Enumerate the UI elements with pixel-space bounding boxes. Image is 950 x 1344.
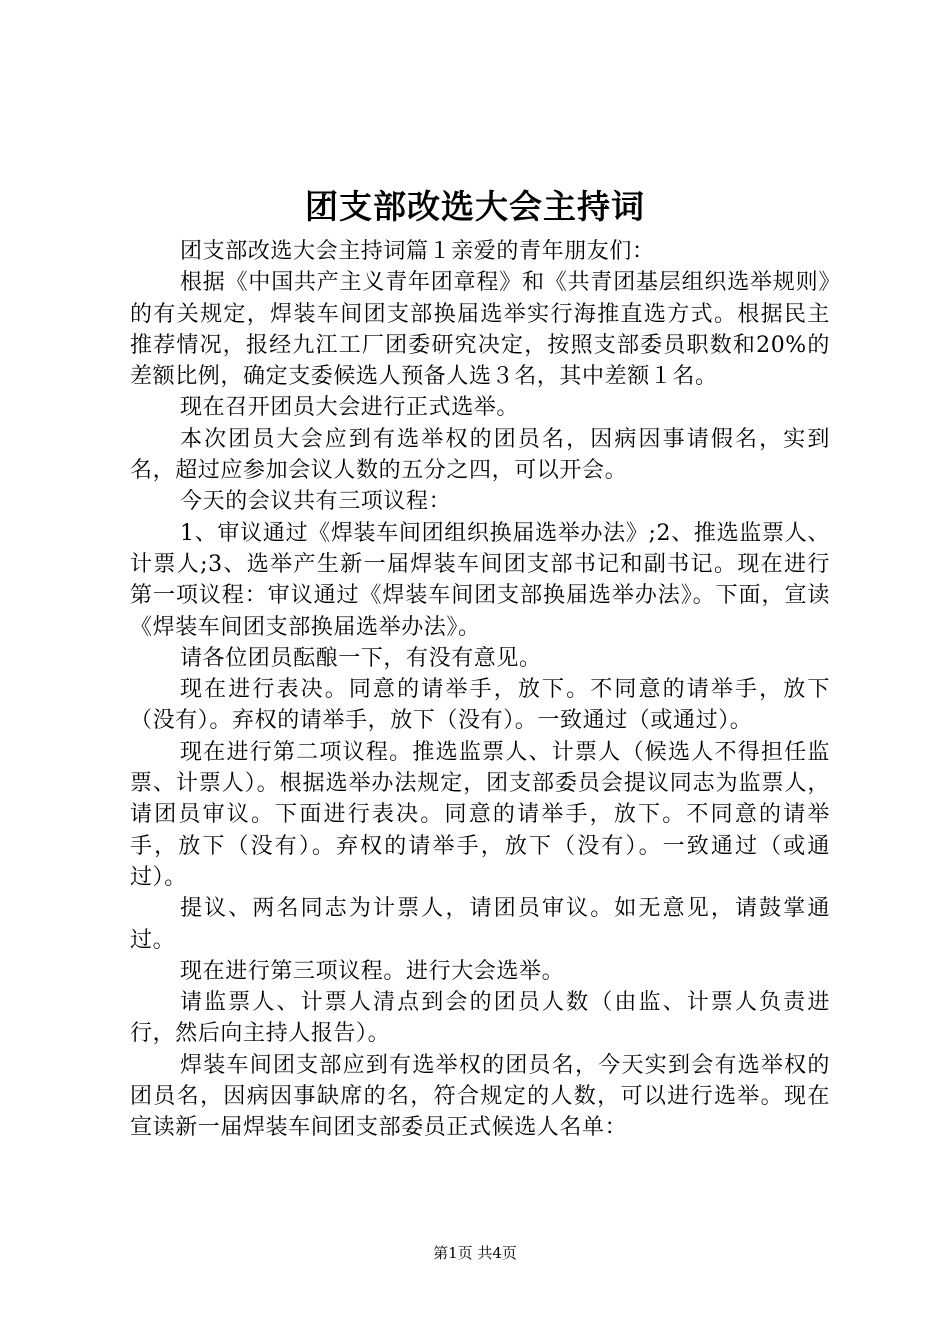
paragraph: 1、审议通过《焊装车间团组织换届选举办法》;2、推选监票人、计票人;3、选举产生新一届焊装车间团支部书记和副书记。现在进行第一项议程：审议通过《焊装车间团支部换届选举办法》。下面，宣读《焊装车间团支部换届选举办法》。 xyxy=(130,520,830,640)
paragraph: 现在进行第二项议程。推选监票人、计票人（候选人不得担任监票、计票人）。根据选举办法规定，团支部委员会提议同志为监票人，请团员审议。下面进行表决。同意的请举手，放下。不同意的请举手，放下（没有）。弃权的请举手，放下（没有）。一致通过（或通过）。 xyxy=(130,739,830,890)
paragraph: 请各位团员酝酿一下，有没有意见。 xyxy=(180,645,542,671)
paragraph: 提议、两名同志为计票人，请团员审议。如无意见，请鼓掌通过。 xyxy=(130,896,830,953)
paragraph: 现在召开团员大会进行正式选举。 xyxy=(180,395,520,421)
paragraph: 本次团员大会应到有选举权的团员名，因病因事请假名，实到名，超过应参加会议人数的五分之四，可以开会。 xyxy=(130,426,830,484)
paragraph: 今天的会议共有三项议程： xyxy=(180,489,452,515)
paragraph: 现在进行第三项议程。进行大会选举。 xyxy=(180,958,565,984)
paragraph: 根据《中国共产主义青年团章程》和《共青团基层组织选举规则》的有关规定，焊装车间团支部换届选举实行海推直选方式。根据民主推荐情况，报经九江工厂团委研究决定，按照支部委员职数和20%的差额比例，确定支委候选人预备人选３名，其中差额１名。 xyxy=(130,270,830,390)
page-number-footer: 第1页 共4页 xyxy=(433,1244,517,1262)
document-body xyxy=(130,236,830,1144)
paragraph: 请监票人、计票人清点到会的团员人数（由监、计票人负责进行，然后向主持人报告）。 xyxy=(130,990,830,1047)
paragraph: 现在进行表决。同意的请举手，放下。不同意的请举手，放下（没有）。弃权的请举手，放下（没有）。一致通过（或通过）。 xyxy=(130,677,830,734)
paragraph: 团支部改选大会主持词篇１亲爱的青年朋友们： xyxy=(180,239,655,264)
document-title: 团支部改选大会主持词 xyxy=(305,187,645,226)
paragraph: 焊装车间团支部应到有选举权的团员名，今天实到会有选举权的团员名，因病因事缺席的名，符合规定的人数，可以进行选举。现在宣读新一届焊装车间团支部委员正式候选人名单： xyxy=(130,1052,830,1141)
